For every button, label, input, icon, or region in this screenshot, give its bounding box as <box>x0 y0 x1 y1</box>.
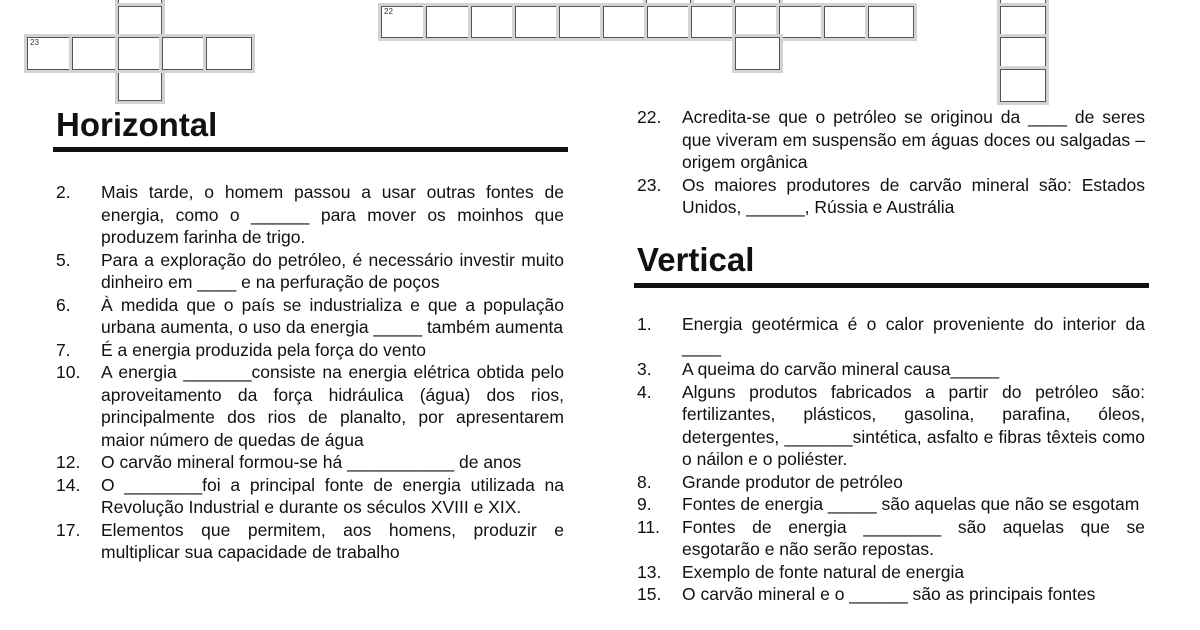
crossword-cell[interactable] <box>206 37 252 70</box>
clue-number: 8. <box>637 471 652 492</box>
clue-number: 23. <box>637 174 662 195</box>
crossword-cell[interactable] <box>426 6 472 38</box>
crossword-cell[interactable] <box>1000 69 1046 102</box>
crossword-cell[interactable] <box>72 37 119 70</box>
clue-item <box>637 583 1145 606</box>
cell-number: 23 <box>30 38 39 47</box>
clue-number: 14. <box>56 474 81 495</box>
clue-number: 10. <box>56 362 81 382</box>
clue-text: Energia geotérmica é o calor proveniente do interior da ____ <box>682 314 1145 357</box>
clue-text: A energia _______consiste na energia elétrica obtida pelo aproveitamento da força hidráulica (água) dos rios, principalmente dos rios de planalto, por apresentarem maior número de quedas de água <box>101 362 564 450</box>
clue-number: 3. <box>637 359 652 379</box>
clue-number: 5. <box>56 249 71 270</box>
clue-item <box>637 381 1145 471</box>
crossword-cell[interactable] <box>647 6 692 38</box>
crossword-cell-22[interactable] <box>381 6 427 38</box>
clue-item <box>637 313 1145 358</box>
clue-item <box>56 519 564 564</box>
clue-item <box>56 181 564 249</box>
clue-number: 1. <box>637 314 652 334</box>
clue-number: 6. <box>56 294 71 315</box>
clue-item <box>56 249 564 294</box>
clue-number: 22. <box>637 107 662 127</box>
crossword-cell[interactable] <box>735 37 780 70</box>
clue-text: Para a exploração do petróleo, é necessário investir muito dinheiro em ____ e na perfuração de poços <box>101 249 564 292</box>
clue-item <box>56 339 564 362</box>
vertical-clue-list <box>637 313 1145 606</box>
clue-text: Acredita-se que o petróleo se originou da ____ de seres que viveram em suspensão em águas doces ou salgadas – origem orgânica <box>682 107 1145 172</box>
crossword-cell[interactable] <box>162 37 207 70</box>
vertical-heading: Vertical <box>637 241 755 278</box>
crossword-cell[interactable] <box>515 6 560 38</box>
crossword-cell[interactable] <box>691 6 736 38</box>
cell-number: 22 <box>384 7 393 16</box>
horizontal-clue-list <box>56 181 564 564</box>
vertical-rule <box>634 283 1149 288</box>
crossword-cell[interactable] <box>603 6 648 38</box>
crossword-cell[interactable] <box>779 6 825 38</box>
horizontal-rule <box>53 147 568 152</box>
crossword-cell[interactable] <box>559 6 604 38</box>
clue-number: 17. <box>56 519 81 540</box>
clue-number: 12. <box>56 452 81 472</box>
crossword-cell-23[interactable] <box>27 37 73 70</box>
clue-item <box>637 106 1145 174</box>
clue-number: 2. <box>56 182 71 202</box>
horizontal-clue-list-continued <box>637 106 1145 219</box>
crossword-cell[interactable] <box>735 6 780 38</box>
clue-number: 15. <box>637 584 662 604</box>
clue-item <box>637 471 1145 494</box>
clue-item <box>637 516 1145 561</box>
clue-text: Fontes de energia ________ são aquelas que se esgotarão e não serão repostas. <box>682 516 1145 559</box>
crossword-cell[interactable] <box>118 69 162 101</box>
clue-text: É a energia produzida pela força do vento <box>101 339 426 360</box>
clue-item <box>637 561 1145 584</box>
clue-text: Exemplo de fonte natural de energia <box>682 561 965 582</box>
clue-number: 4. <box>637 381 652 402</box>
clue-number: 13. <box>637 561 662 582</box>
clue-text: Alguns produtos fabricados a partir do petróleo são: fertilizantes, plásticos, gasolina, parafina, óleos, detergentes, _______sintética, asfalto e fibras têxteis como o náilon e o poliéster. <box>682 381 1145 469</box>
horizontal-heading: Horizontal <box>56 106 218 143</box>
crossword-cell[interactable] <box>118 37 163 70</box>
clue-number: 11. <box>637 516 661 537</box>
crossword-cell[interactable] <box>118 6 162 38</box>
clue-number: 9. <box>637 494 652 514</box>
clue-item <box>56 451 564 474</box>
clue-text: O carvão mineral formou-se há ___________ de anos <box>101 452 522 472</box>
crossword-cell[interactable] <box>118 0 162 5</box>
clue-text: O ________foi a principal fonte de energia utilizada na Revolução Industrial e durante os séculos XVIII e XIX. <box>101 474 564 517</box>
clue-text: Mais tarde, o homem passou a usar outras fontes de energia, como o ______ para mover os moinhos que produzem farinha de trigo. <box>101 182 564 247</box>
clue-item <box>637 493 1145 516</box>
clue-text: O carvão mineral e o ______ são as principais fontes <box>682 584 1096 604</box>
clue-number: 7. <box>56 339 71 360</box>
clue-item <box>637 174 1145 219</box>
crossword-cell[interactable] <box>824 6 869 38</box>
crossword-cell[interactable] <box>868 6 914 38</box>
clue-text: À medida que o país se industrializa e que a população urbana aumenta, o uso da energia _____ também aumenta <box>101 294 564 337</box>
clue-item <box>56 474 564 519</box>
crossword-cell[interactable] <box>471 6 516 38</box>
clue-text: Grande produtor de petróleo <box>682 471 903 492</box>
clue-text: Elementos que permitem, aos homens, produzir e multiplicar sua capacidade de trabalho <box>101 519 564 562</box>
clue-item <box>56 361 564 451</box>
clue-text: A queima do carvão mineral causa_____ <box>682 359 1000 379</box>
clue-item <box>56 294 564 339</box>
crossword-grid <box>0 0 1200 105</box>
clue-item <box>637 358 1145 381</box>
clue-text: Os maiores produtores de carvão mineral são: Estados Unidos, ______, Rússia e Austrália <box>682 174 1145 217</box>
clue-text: Fontes de energia _____ são aquelas que não se esgotam <box>682 494 1140 514</box>
crossword-cell[interactable] <box>1000 37 1046 70</box>
crossword-cell[interactable] <box>1000 6 1046 38</box>
